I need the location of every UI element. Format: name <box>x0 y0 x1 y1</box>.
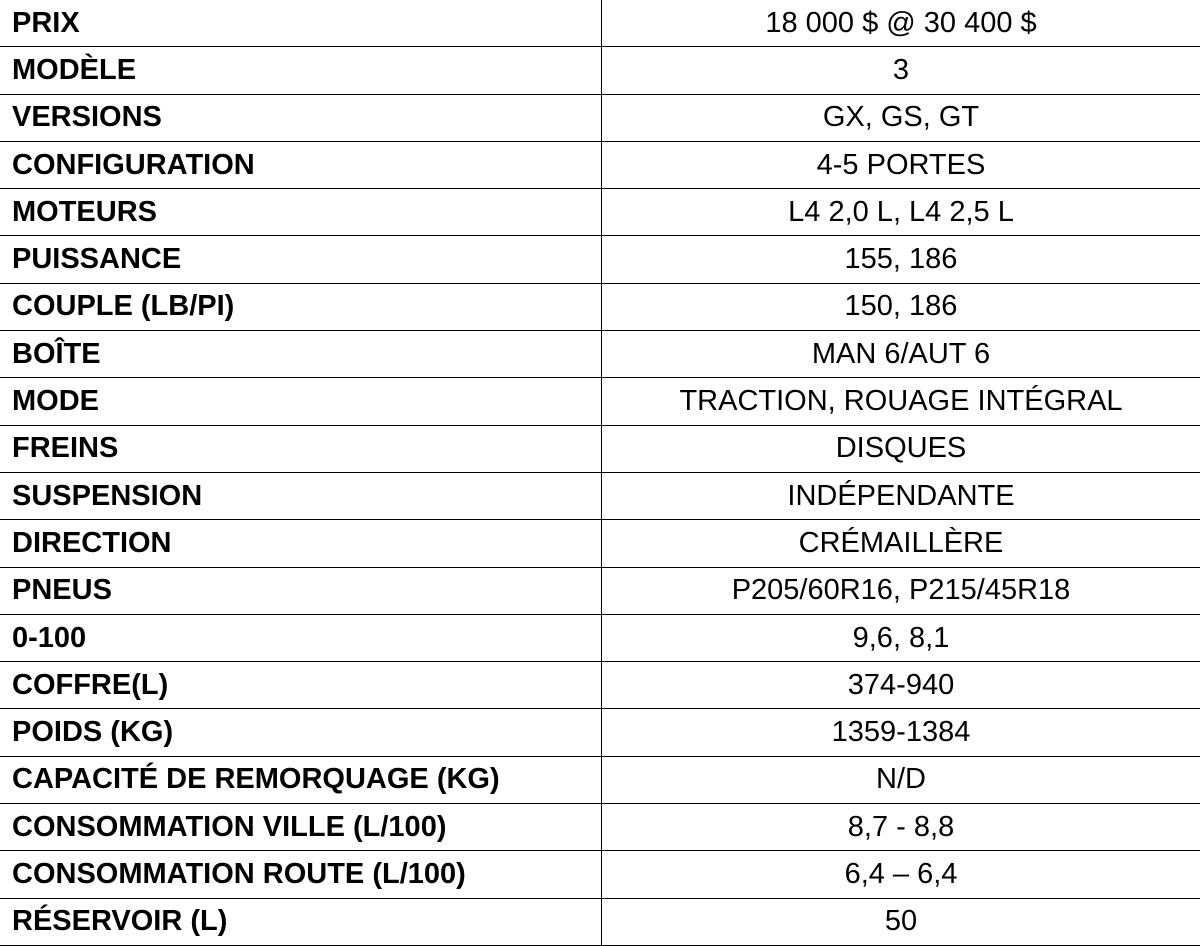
row-value: 150, 186 <box>602 283 1200 330</box>
row-label: MOTEURS <box>0 189 602 236</box>
row-value: 4-5 PORTES <box>602 141 1200 188</box>
table-row <box>0 709 1200 756</box>
row-value: 8,7 - 8,8 <box>602 804 1200 851</box>
row-label: CAPACITÉ DE REMORQUAGE (KG) <box>0 756 602 803</box>
row-label: VERSIONS <box>0 94 602 141</box>
row-value: 18 000 $ @ 30 400 $ <box>602 0 1200 47</box>
row-label: CONSOMMATION VILLE (L/100) <box>0 804 602 851</box>
table-row <box>0 614 1200 661</box>
row-value: 155, 186 <box>602 236 1200 283</box>
row-label: CONFIGURATION <box>0 141 602 188</box>
table-row <box>0 378 1200 425</box>
row-label: BOÎTE <box>0 331 602 378</box>
row-value: 50 <box>602 898 1200 945</box>
table-row <box>0 851 1200 898</box>
row-value: TRACTION, ROUAGE INTÉGRAL <box>602 378 1200 425</box>
row-value: 9,6, 8,1 <box>602 614 1200 661</box>
row-label: FREINS <box>0 425 602 472</box>
row-label: PNEUS <box>0 567 602 614</box>
table-row <box>0 236 1200 283</box>
row-label: PUISSANCE <box>0 236 602 283</box>
table-row <box>0 0 1200 47</box>
table-row <box>0 567 1200 614</box>
table-row <box>0 94 1200 141</box>
table-row <box>0 898 1200 945</box>
row-label: DIRECTION <box>0 520 602 567</box>
row-label: COFFRE(L) <box>0 662 602 709</box>
row-label: COUPLE (LB/PI) <box>0 283 602 330</box>
row-label: RÉSERVOIR (L) <box>0 898 602 945</box>
table-row <box>0 189 1200 236</box>
table-row <box>0 756 1200 803</box>
row-label: 0-100 <box>0 614 602 661</box>
table-row <box>0 662 1200 709</box>
row-value: 6,4 – 6,4 <box>602 851 1200 898</box>
table-row <box>0 520 1200 567</box>
table-row <box>0 472 1200 519</box>
row-value: P205/60R16, P215/45R18 <box>602 567 1200 614</box>
row-value: N/D <box>602 756 1200 803</box>
row-label: MODE <box>0 378 602 425</box>
row-value: MAN 6/AUT 6 <box>602 331 1200 378</box>
row-label: CONSOMMATION ROUTE (L/100) <box>0 851 602 898</box>
row-value: INDÉPENDANTE <box>602 472 1200 519</box>
table-row <box>0 141 1200 188</box>
row-label: MODÈLE <box>0 47 602 94</box>
row-label: PRIX <box>0 0 602 47</box>
table-row <box>0 804 1200 851</box>
row-label: POIDS (KG) <box>0 709 602 756</box>
table-row <box>0 331 1200 378</box>
row-value: 1359-1384 <box>602 709 1200 756</box>
row-label: SUSPENSION <box>0 472 602 519</box>
row-value: DISQUES <box>602 425 1200 472</box>
row-value: CRÉMAILLÈRE <box>602 520 1200 567</box>
row-value: 374-940 <box>602 662 1200 709</box>
row-value: GX, GS, GT <box>602 94 1200 141</box>
row-value: L4 2,0 L, L4 2,5 L <box>602 189 1200 236</box>
table-row <box>0 425 1200 472</box>
table-row <box>0 47 1200 94</box>
table-row <box>0 283 1200 330</box>
row-value: 3 <box>602 47 1200 94</box>
